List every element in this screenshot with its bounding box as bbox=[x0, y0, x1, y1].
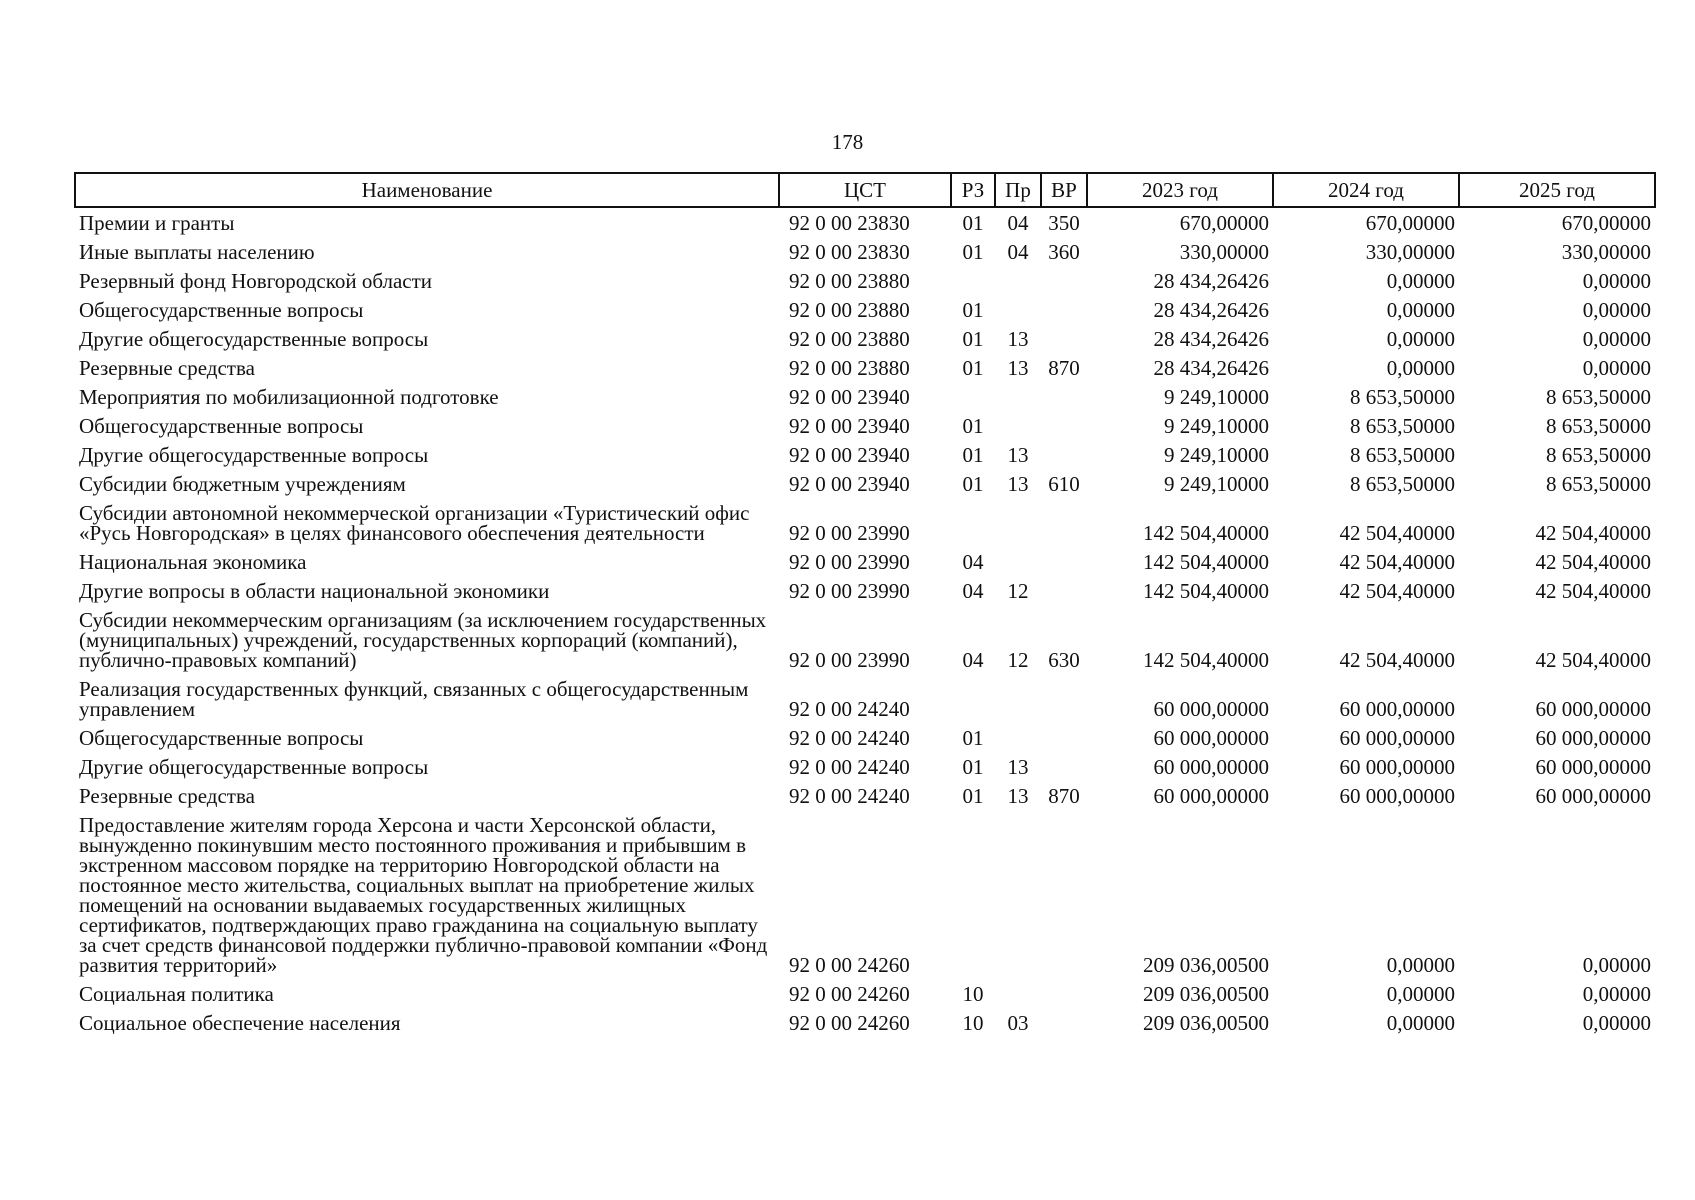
cell-name: Реализация государственных функций, связанных с общегосударственным управлением bbox=[79, 677, 749, 721]
cell-2023: 28 434,26426 bbox=[1153, 356, 1269, 380]
cell-2024: 60 000,00000 bbox=[1339, 697, 1455, 721]
cell-vr bbox=[1041, 411, 1087, 440]
header-pr: Пр bbox=[995, 173, 1041, 207]
table-row bbox=[75, 1008, 1655, 1037]
table-row bbox=[75, 469, 1655, 498]
cell-2024: 670,00000 bbox=[1365, 211, 1455, 235]
cell-pr bbox=[995, 723, 1041, 752]
cell-pr: 13 bbox=[1007, 356, 1029, 380]
cell-2024: 0,00000 bbox=[1386, 269, 1455, 293]
table-row bbox=[75, 440, 1655, 469]
cell-rz: 04 bbox=[962, 550, 984, 574]
cell-pr: 13 bbox=[1007, 784, 1029, 808]
cell-2024: 0,00000 bbox=[1386, 298, 1455, 322]
cell-vr: 630 bbox=[1048, 648, 1080, 672]
cell-rz bbox=[951, 674, 995, 723]
cell-2024: 0,00000 bbox=[1386, 982, 1455, 1006]
cell-pr bbox=[995, 382, 1041, 411]
cell-2023: 60 000,00000 bbox=[1153, 726, 1269, 750]
cell-vr bbox=[1041, 752, 1087, 781]
table-row bbox=[75, 674, 1655, 723]
cell-name: Резервные средства bbox=[79, 356, 255, 380]
table-header-row bbox=[75, 173, 1655, 207]
header-vr: ВР bbox=[1041, 173, 1087, 207]
cell-2023: 28 434,26426 bbox=[1153, 298, 1269, 322]
cell-cst: 92 0 00 23880 bbox=[789, 327, 910, 351]
cell-cst: 92 0 00 23990 bbox=[789, 550, 910, 574]
cell-name: Другие общегосударственные вопросы bbox=[79, 327, 429, 351]
cell-2024: 8 653,50000 bbox=[1350, 443, 1455, 467]
cell-rz: 01 bbox=[962, 755, 984, 779]
cell-2025: 0,00000 bbox=[1582, 269, 1651, 293]
cell-2023: 142 504,40000 bbox=[1143, 648, 1269, 672]
cell-vr bbox=[1041, 295, 1087, 324]
cell-cst: 92 0 00 23830 bbox=[789, 240, 910, 264]
cell-2024: 0,00000 bbox=[1386, 1011, 1455, 1035]
cell-2023: 142 504,40000 bbox=[1143, 521, 1269, 545]
cell-pr bbox=[995, 547, 1041, 576]
cell-name: Другие общегосударственные вопросы bbox=[79, 755, 429, 779]
cell-rz: 01 bbox=[962, 211, 984, 235]
cell-cst: 92 0 00 23990 bbox=[789, 579, 910, 603]
table-row bbox=[75, 576, 1655, 605]
header-2025: 2025 год bbox=[1459, 173, 1655, 207]
cell-cst: 92 0 00 23880 bbox=[789, 356, 910, 380]
cell-2025: 0,00000 bbox=[1582, 953, 1651, 977]
cell-pr: 04 bbox=[1007, 211, 1029, 235]
cell-pr: 03 bbox=[1007, 1011, 1029, 1035]
table-row bbox=[75, 295, 1655, 324]
cell-2024: 42 504,40000 bbox=[1339, 579, 1455, 603]
cell-2024: 42 504,40000 bbox=[1339, 648, 1455, 672]
page-number: 178 bbox=[831, 130, 864, 154]
cell-vr bbox=[1041, 547, 1087, 576]
table-row bbox=[75, 207, 1655, 237]
cell-2024: 42 504,40000 bbox=[1339, 550, 1455, 574]
cell-cst: 92 0 00 23940 bbox=[789, 385, 910, 409]
cell-pr bbox=[995, 266, 1041, 295]
cell-rz bbox=[951, 810, 995, 979]
cell-name: Резервные средства bbox=[79, 784, 255, 808]
cell-vr: 870 bbox=[1048, 356, 1080, 380]
cell-vr bbox=[1041, 576, 1087, 605]
cell-cst: 92 0 00 23830 bbox=[789, 211, 910, 235]
cell-2024: 0,00000 bbox=[1386, 953, 1455, 977]
cell-pr: 13 bbox=[1007, 472, 1029, 496]
cell-rz: 01 bbox=[962, 240, 984, 264]
cell-vr bbox=[1041, 382, 1087, 411]
cell-rz bbox=[951, 382, 995, 411]
table-row bbox=[75, 979, 1655, 1008]
table-row bbox=[75, 266, 1655, 295]
cell-vr bbox=[1041, 440, 1087, 469]
cell-2025: 42 504,40000 bbox=[1535, 648, 1651, 672]
cell-2023: 209 036,00500 bbox=[1143, 953, 1269, 977]
cell-2023: 9 249,10000 bbox=[1164, 385, 1269, 409]
cell-2025: 0,00000 bbox=[1582, 982, 1651, 1006]
table-row bbox=[75, 810, 1655, 979]
cell-2025: 8 653,50000 bbox=[1546, 385, 1651, 409]
cell-name: Другие вопросы в области национальной экономики bbox=[79, 579, 550, 603]
table-row bbox=[75, 382, 1655, 411]
cell-2025: 0,00000 bbox=[1582, 356, 1651, 380]
cell-rz: 01 bbox=[962, 472, 984, 496]
cell-rz: 01 bbox=[962, 443, 984, 467]
cell-cst: 92 0 00 24240 bbox=[789, 755, 910, 779]
cell-pr: 04 bbox=[1007, 240, 1029, 264]
cell-cst: 92 0 00 24240 bbox=[789, 784, 910, 808]
cell-name: Иные выплаты населению bbox=[79, 240, 315, 264]
table-row bbox=[75, 752, 1655, 781]
cell-rz: 01 bbox=[962, 327, 984, 351]
cell-2024: 8 653,50000 bbox=[1350, 414, 1455, 438]
header-2023: 2023 год bbox=[1087, 173, 1273, 207]
cell-name: Субсидии автономной некоммерческой организации «Туристический офис «Русь Новгородская» в целях финансового обеспечения деятельности bbox=[79, 501, 750, 545]
table-row bbox=[75, 353, 1655, 382]
cell-2025: 42 504,40000 bbox=[1535, 521, 1651, 545]
cell-vr bbox=[1041, 324, 1087, 353]
cell-cst: 92 0 00 23940 bbox=[789, 414, 910, 438]
cell-pr: 13 bbox=[1007, 755, 1029, 779]
table-row bbox=[75, 723, 1655, 752]
cell-name: Общегосударственные вопросы bbox=[79, 726, 364, 750]
cell-rz: 10 bbox=[962, 1011, 984, 1035]
cell-2025: 670,00000 bbox=[1561, 211, 1651, 235]
cell-2025: 0,00000 bbox=[1582, 327, 1651, 351]
cell-rz: 04 bbox=[962, 579, 984, 603]
cell-name: Резервный фонд Новгородской области bbox=[79, 269, 433, 293]
cell-2023: 60 000,00000 bbox=[1153, 755, 1269, 779]
cell-vr: 350 bbox=[1048, 211, 1080, 235]
cell-cst: 92 0 00 24260 bbox=[789, 982, 910, 1006]
cell-cst: 92 0 00 24260 bbox=[789, 953, 910, 977]
cell-vr bbox=[1041, 266, 1087, 295]
cell-name: Мероприятия по мобилизационной подготовке bbox=[79, 385, 499, 409]
cell-cst: 92 0 00 23990 bbox=[789, 521, 910, 545]
cell-2024: 330,00000 bbox=[1365, 240, 1455, 264]
cell-vr: 610 bbox=[1048, 472, 1080, 496]
cell-2023: 209 036,00500 bbox=[1143, 982, 1269, 1006]
cell-2025: 330,00000 bbox=[1561, 240, 1651, 264]
header-rz: РЗ bbox=[951, 173, 995, 207]
cell-2023: 28 434,26426 bbox=[1153, 269, 1269, 293]
cell-vr bbox=[1041, 723, 1087, 752]
budget-table bbox=[74, 172, 1656, 1037]
cell-2025: 60 000,00000 bbox=[1535, 697, 1651, 721]
table-row bbox=[75, 324, 1655, 353]
cell-rz: 01 bbox=[962, 356, 984, 380]
cell-cst: 92 0 00 24240 bbox=[789, 726, 910, 750]
cell-2023: 9 249,10000 bbox=[1164, 414, 1269, 438]
cell-cst: 92 0 00 23940 bbox=[789, 472, 910, 496]
cell-rz: 01 bbox=[962, 414, 984, 438]
cell-2023: 330,00000 bbox=[1179, 240, 1269, 264]
cell-2024: 60 000,00000 bbox=[1339, 726, 1455, 750]
cell-rz: 01 bbox=[962, 298, 984, 322]
cell-2024: 42 504,40000 bbox=[1339, 521, 1455, 545]
header-cst: ЦСТ bbox=[779, 173, 951, 207]
table-row bbox=[75, 498, 1655, 547]
table-header bbox=[75, 173, 1655, 207]
cell-2024: 60 000,00000 bbox=[1339, 755, 1455, 779]
cell-vr: 870 bbox=[1048, 784, 1080, 808]
cell-2023: 209 036,00500 bbox=[1143, 1011, 1269, 1035]
table-row bbox=[75, 411, 1655, 440]
cell-vr bbox=[1041, 979, 1087, 1008]
cell-2025: 0,00000 bbox=[1582, 298, 1651, 322]
cell-2025: 8 653,50000 bbox=[1546, 414, 1651, 438]
cell-2023: 9 249,10000 bbox=[1164, 472, 1269, 496]
cell-2023: 670,00000 bbox=[1179, 211, 1269, 235]
cell-rz bbox=[951, 266, 995, 295]
cell-2024: 8 653,50000 bbox=[1350, 472, 1455, 496]
cell-vr: 360 bbox=[1048, 240, 1080, 264]
cell-pr bbox=[995, 979, 1041, 1008]
cell-vr bbox=[1041, 1008, 1087, 1037]
cell-2023: 142 504,40000 bbox=[1143, 579, 1269, 603]
cell-cst: 92 0 00 23990 bbox=[789, 648, 910, 672]
cell-pr bbox=[995, 295, 1041, 324]
cell-name: Социальная политика bbox=[79, 982, 274, 1006]
cell-vr bbox=[1041, 810, 1087, 979]
cell-rz: 01 bbox=[962, 726, 984, 750]
cell-name: Общегосударственные вопросы bbox=[79, 414, 364, 438]
cell-rz: 10 bbox=[962, 982, 984, 1006]
cell-2023: 60 000,00000 bbox=[1153, 784, 1269, 808]
cell-2025: 60 000,00000 bbox=[1535, 755, 1651, 779]
cell-2023: 28 434,26426 bbox=[1153, 327, 1269, 351]
cell-cst: 92 0 00 23880 bbox=[789, 269, 910, 293]
cell-2023: 60 000,00000 bbox=[1153, 697, 1269, 721]
cell-2025: 60 000,00000 bbox=[1535, 726, 1651, 750]
cell-2024: 0,00000 bbox=[1386, 356, 1455, 380]
cell-name: Общегосударственные вопросы bbox=[79, 298, 364, 322]
cell-2024: 8 653,50000 bbox=[1350, 385, 1455, 409]
cell-name: Субсидии некоммерческим организациям (за исключением государственных (муниципальных) учреждений, государственных корпораций (компаний), публично-правовых компаний) bbox=[79, 608, 767, 672]
table-row bbox=[75, 781, 1655, 810]
cell-2023: 9 249,10000 bbox=[1164, 443, 1269, 467]
cell-vr bbox=[1041, 498, 1087, 547]
header-name: Наименование bbox=[75, 173, 779, 207]
cell-2023: 142 504,40000 bbox=[1143, 550, 1269, 574]
cell-name: Национальная экономика bbox=[79, 550, 307, 574]
cell-rz: 04 bbox=[962, 648, 984, 672]
cell-name: Премии и гранты bbox=[79, 211, 235, 235]
cell-2025: 0,00000 bbox=[1582, 1011, 1651, 1035]
cell-vr bbox=[1041, 674, 1087, 723]
cell-cst: 92 0 00 24240 bbox=[789, 697, 910, 721]
cell-pr: 13 bbox=[1007, 443, 1029, 467]
cell-pr bbox=[995, 810, 1041, 979]
cell-name: Социальное обеспечение населения bbox=[79, 1011, 401, 1035]
cell-2025: 60 000,00000 bbox=[1535, 784, 1651, 808]
cell-name: Субсидии бюджетным учреждениям bbox=[79, 472, 406, 496]
cell-pr bbox=[995, 411, 1041, 440]
cell-pr: 12 bbox=[1007, 648, 1029, 672]
cell-pr: 12 bbox=[1007, 579, 1029, 603]
cell-cst: 92 0 00 24260 bbox=[789, 1011, 910, 1035]
table-body bbox=[75, 207, 1655, 1037]
cell-name: Предоставление жителям города Херсона и части Херсонской области, вынужденно покинувшим место постоянного проживания и прибывшим в экстренном массовом порядке на территорию Новгородской области на постоянное место жительства, социальных выплат на приобретение жилых помещений на основании выдаваемых государственных жилищных сертификатов, подтверждающих право гражданина на социальную выплату за счет средств финансовой поддержки публично-правовой компании «Фонд развития территорий» bbox=[79, 813, 768, 977]
cell-2024: 0,00000 bbox=[1386, 327, 1455, 351]
cell-rz: 01 bbox=[962, 784, 984, 808]
cell-cst: 92 0 00 23880 bbox=[789, 298, 910, 322]
cell-pr bbox=[995, 674, 1041, 723]
table-row bbox=[75, 237, 1655, 266]
cell-2025: 8 653,50000 bbox=[1546, 472, 1651, 496]
cell-pr: 13 bbox=[1007, 327, 1029, 351]
cell-pr bbox=[995, 498, 1041, 547]
header-2024: 2024 год bbox=[1273, 173, 1459, 207]
cell-2025: 42 504,40000 bbox=[1535, 550, 1651, 574]
cell-2024: 60 000,00000 bbox=[1339, 784, 1455, 808]
table-row bbox=[75, 605, 1655, 674]
table-row bbox=[75, 547, 1655, 576]
cell-cst: 92 0 00 23940 bbox=[789, 443, 910, 467]
cell-rz bbox=[951, 498, 995, 547]
cell-2025: 42 504,40000 bbox=[1535, 579, 1651, 603]
cell-2025: 8 653,50000 bbox=[1546, 443, 1651, 467]
cell-name: Другие общегосударственные вопросы bbox=[79, 443, 429, 467]
